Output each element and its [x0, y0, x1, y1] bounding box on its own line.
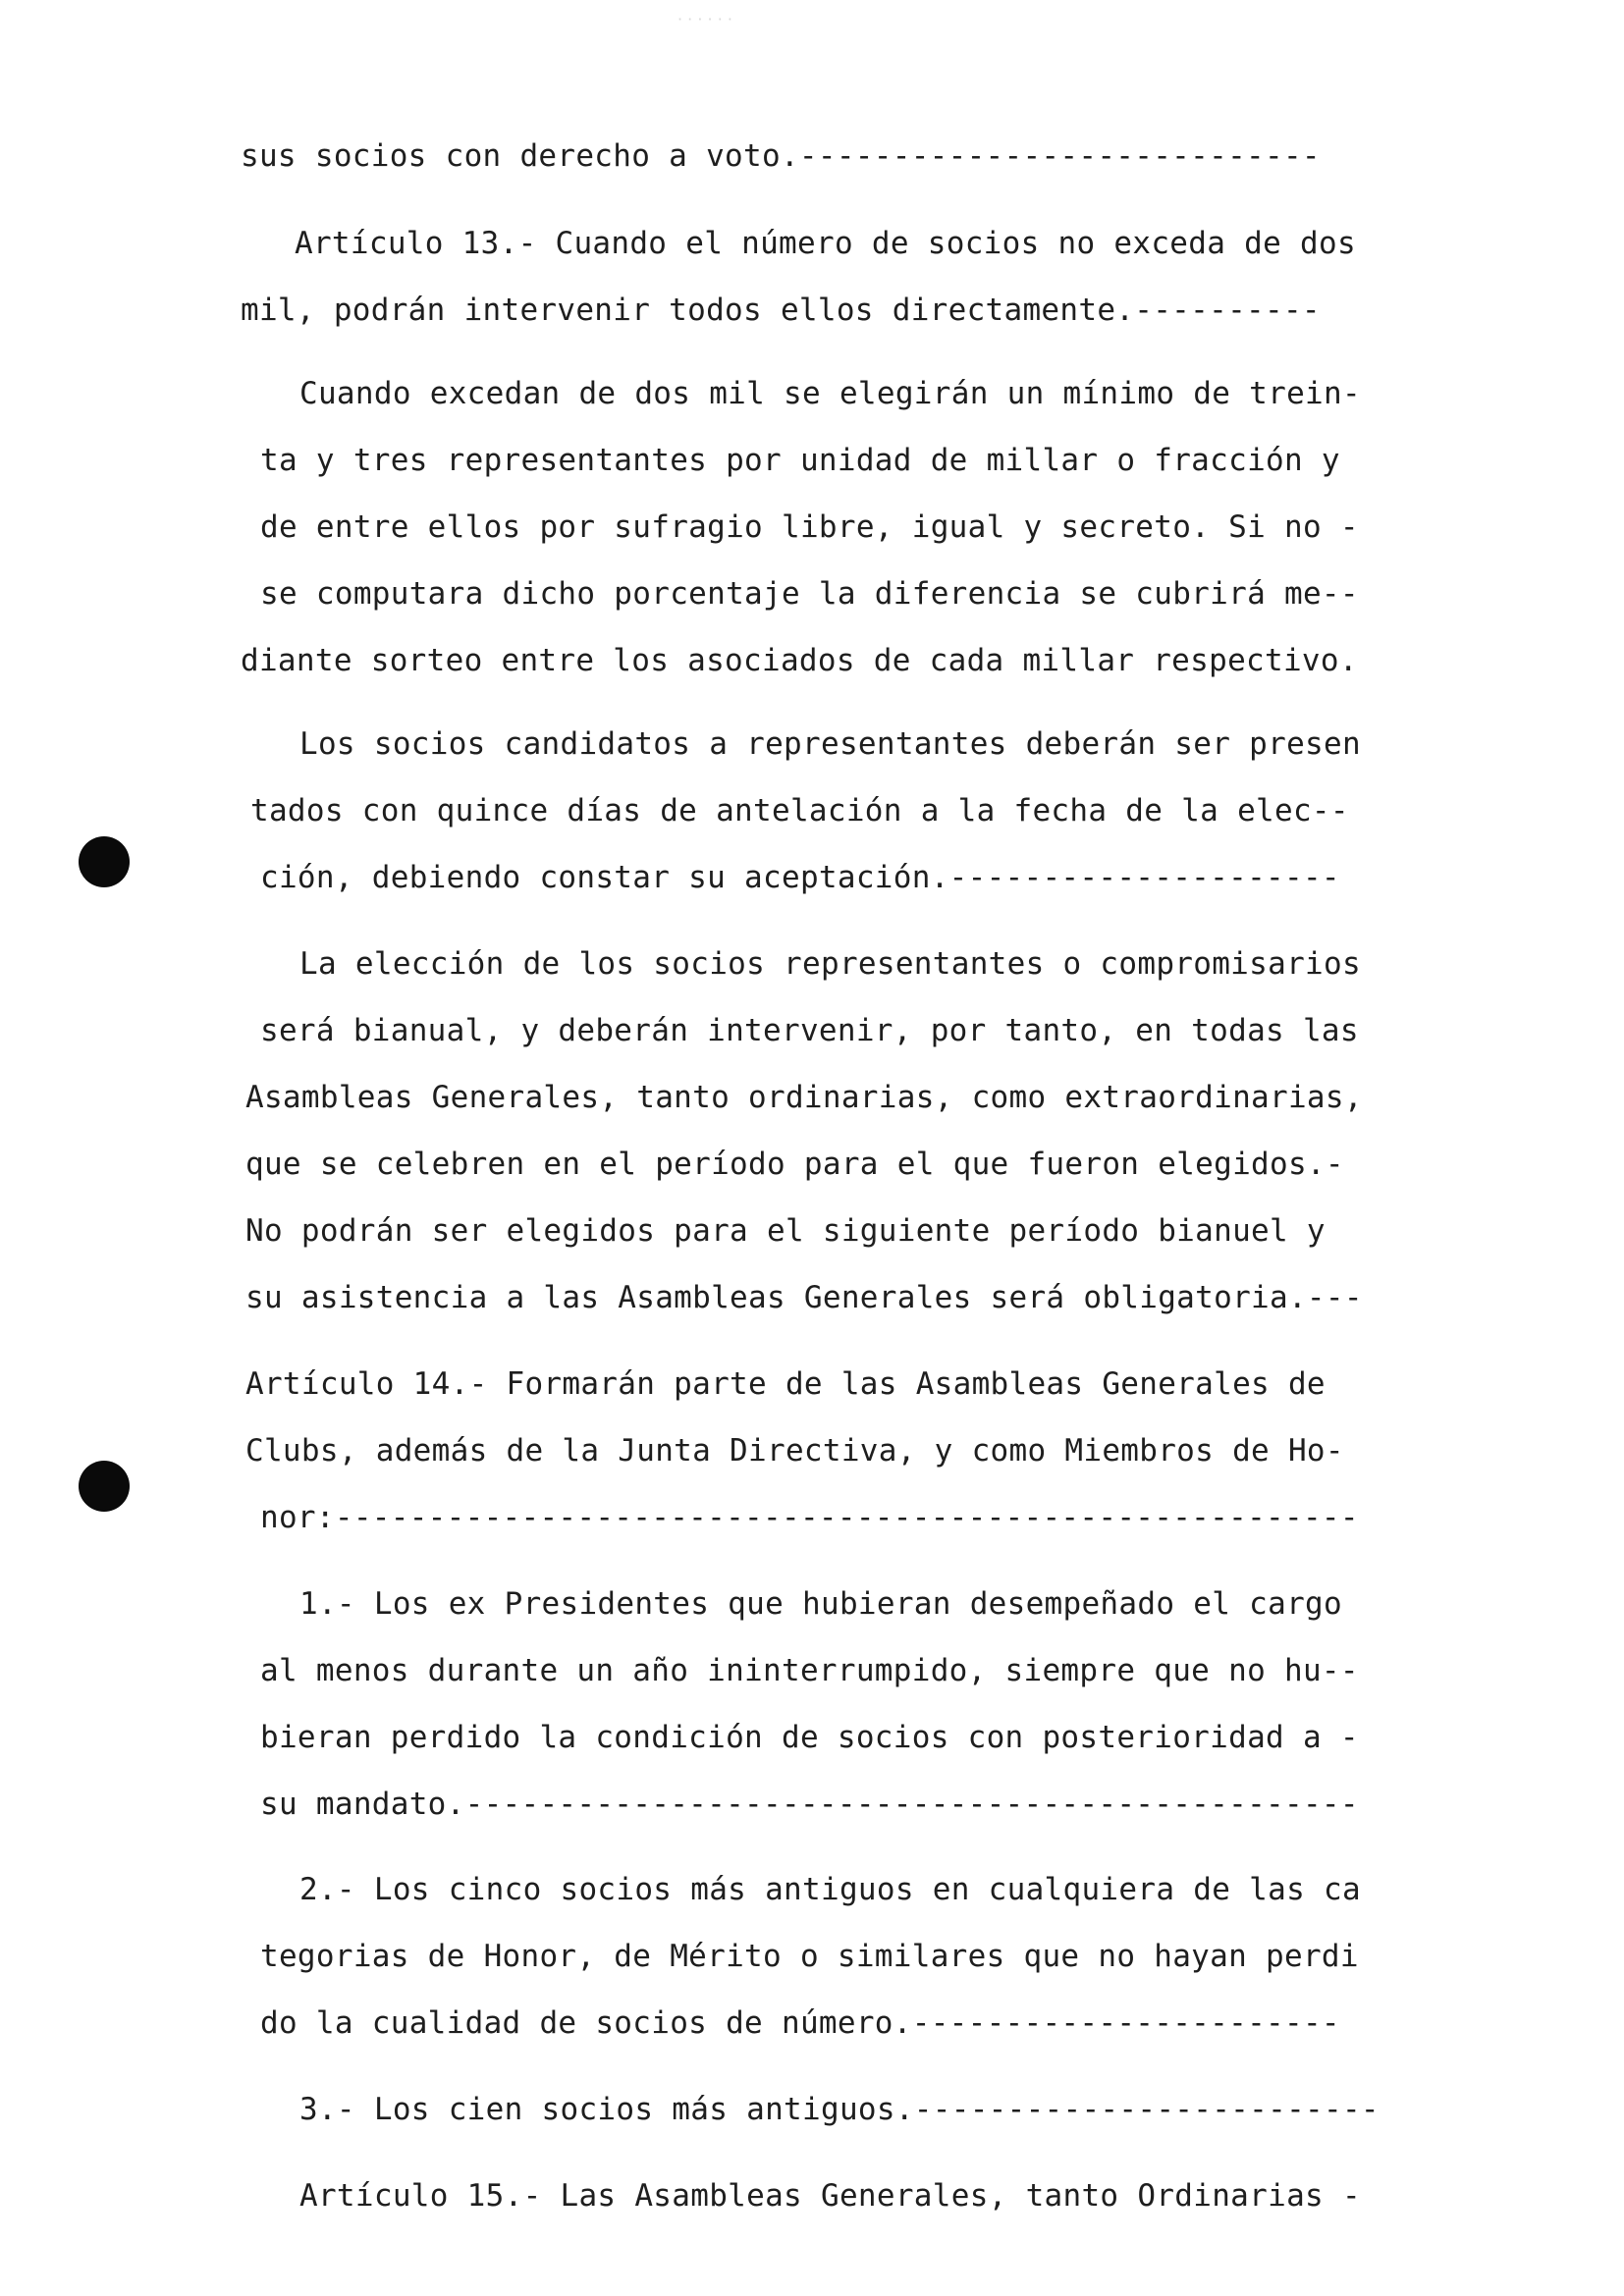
- text-line: La elección de los socios representantes o compromisarios: [299, 946, 1361, 982]
- text-line: tegorias de Honor, de Mérito o similares que no hayan perdi: [260, 1939, 1359, 1974]
- text-line: Clubs, además de la Junta Directiva, y como Miembros de Ho-: [245, 1433, 1344, 1468]
- text-line: que se celebren en el período para el que fueron elegidos.-: [245, 1147, 1344, 1182]
- text-line: mil, podrán intervenir todos ellos directamente.----------: [241, 293, 1321, 328]
- text-line: su asistencia a las Asambleas Generales será obligatoria.---: [245, 1280, 1363, 1315]
- text-line: tados con quince días de antelación a la fecha de la elec--: [250, 793, 1349, 828]
- text-line: Los socios candidatos a representantes deberán ser presen: [299, 726, 1361, 762]
- text-line: Asambleas Generales, tanto ordinarias, como extraordinarias,: [245, 1080, 1363, 1115]
- text-line: nor:-------------------------------------------------------: [260, 1500, 1359, 1535]
- punch-hole-upper: [79, 836, 130, 887]
- list-item-3-line: 3.- Los cien socios más antiguos.-------------------------: [299, 2092, 1380, 2127]
- text-line: su mandato.------------------------------------------------: [260, 1787, 1359, 1822]
- text-line: ta y tres representantes por unidad de millar o fracción y: [260, 443, 1340, 478]
- list-item-1-line: 1.- Los ex Presidentes que hubieran desempeñado el cargo: [299, 1586, 1342, 1622]
- text-line: No podrán ser elegidos para el siguiente período bianuel y: [245, 1213, 1326, 1249]
- text-line: bieran perdido la condición de socios con posterioridad a -: [260, 1720, 1359, 1755]
- text-line: ción, debiendo constar su aceptación.---------------------: [260, 860, 1340, 895]
- article-13-line: Artículo 13.- Cuando el número de socios no exceda de dos: [295, 226, 1356, 261]
- text-line: de entre ellos por sufragio libre, igual y secreto. Si no -: [260, 509, 1359, 545]
- article-14-line: Artículo 14.- Formarán parte de las Asambleas Generales de: [245, 1366, 1326, 1402]
- text-line: sus socios con derecho a voto.----------------------------: [241, 138, 1321, 174]
- punch-hole-lower: [79, 1461, 130, 1512]
- header-smudge: · · · · · ·: [677, 10, 732, 28]
- text-line: será bianual, y deberán intervenir, por tanto, en todas las: [260, 1013, 1359, 1048]
- text-line: do la cualidad de socios de número.-----------------------: [260, 2005, 1340, 2041]
- text-line: Cuando excedan de dos mil se elegirán un mínimo de trein-: [299, 376, 1361, 411]
- text-line: diante sorteo entre los asociados de cada millar respectivo.: [241, 643, 1358, 678]
- list-item-2-line: 2.- Los cinco socios más antiguos en cualquiera de las ca: [299, 1872, 1361, 1907]
- text-line: se computara dicho porcentaje la diferencia se cubrirá me--: [260, 576, 1359, 612]
- article-15-line: Artículo 15.- Las Asambleas Generales, tanto Ordinarias -: [299, 2178, 1361, 2214]
- text-line: al menos durante un año ininterrumpido, siempre que no hu--: [260, 1653, 1359, 1688]
